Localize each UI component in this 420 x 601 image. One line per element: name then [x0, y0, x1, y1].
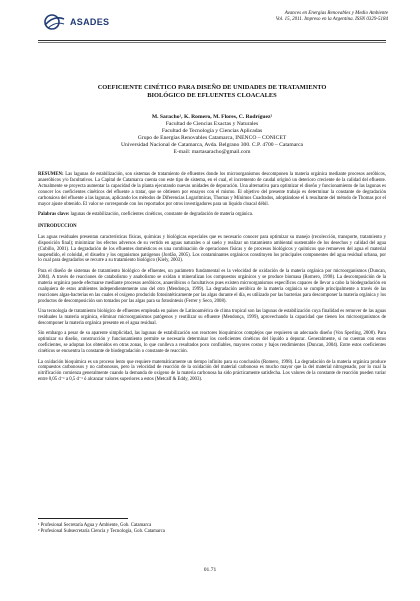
- paragraph-5: La oxidación bioquímica es un proceso lento que requiere matemáticamente un tiempo infinito para su conclusión (Romero, 1998). La degradación de la materia orgánica produce compuestos carbonosos y no carbonosos, pero la velocidad de reacción de la oxidación del material carbonoso es mucho mayor que la del material nitrogenado, por lo cual la nitrificación comienza generalmente cuando la demanda de oxígeno de la materia carbonosa ha sido prácticamente satisfecha. Los valores de la constante de reacción pueden variar entre 0,05 d⁻¹ a 0,5 d⁻¹ ó alcanzar valores superiores a estos (Metcalf & Eddy, 2003).: [38, 359, 386, 383]
- asades-logo: [38, 8, 108, 36]
- header-rule-thin: [38, 42, 386, 43]
- footnote-1: ¹ Profesional Secretaría Agua y Ambiente, Gob. Catamarca: [38, 523, 152, 528]
- journal-line-2: Vol. 15, 2011. Impreso en la Argentina. ISSN 0329-5184: [275, 17, 388, 22]
- journal-line-1: Avances en Energías Renovables y Medio Ambiente: [284, 11, 388, 16]
- paragraph-2: Para el diseño de sistemas de tratamiento biológico de efluentes, un parámetro fundamental es la velocidad de oxidación de la materia orgánica por microorganismos (Duncan, 2004). A través de reacciones de catabolismo y anabolismo se oxidan o mineralizan los compuestos orgánicos y se produce biomasa (Romero, 1998). La descomposición de la materia orgánica puede efectuarse mediante procesos aeróbicos, anaeróbicos o facultativos pues existen microorganismos específicos capaces de llevar a cabo la biodegradación en cualquiera de estos ambientes independientemente uno del otro (Mendonça, 1999). La degradación aeróbica de la materia orgánica se cumple principalmente a través de las reacciones algas-bacterias en las cuales el oxígeno producido fotosintéticamente por las algas durante el día, es utilizado por las bacterias para descomponer la materia orgánica y los productos de descomposición son tomados por las algas para su fotosíntesis (Ferrer y Seco, 2008).: [38, 268, 386, 304]
- abstract-text: Las lagunas de estabilización, son sistemas de tratamiento de efluentes donde los microorganismos descomponen la materia orgánica mediante procesos aeróbicos, anaeróbicos y/o facultativos. La Capital de Catamarca cuenta con este tipo de sistema, en el cual, el incremento de caudal originó un deterioro creciente de la calidad del efluente. Actualmente se proyecta aumentar la capacidad de la planta ejecutando nuevas unidades de depuración. Una alternativa para optimizar el diseño y funcionamiento de las lagunas es conocer los coeficientes cinéticos del efluente a tratar, que se obtienen por ensayos con el mismo. El objetivo del presente trabajo es determinar la constante de degradación carbonácea del efluente a las lagunas, aplicando los métodos de Diferencias Logarítmicas, Thomas y Mínimos Cuadrados, adoptándose el k resultante del método de Thomas por el mayor ajuste obtenido. El valor se corresponde con los reportados por otros investigadores para un líquido cloacal débil.: [38, 172, 386, 207]
- logo-text: ASADES: [70, 17, 110, 27]
- paper-body: [38, 172, 386, 388]
- paragraph-3: Una tecnología de tratamiento biológico de efluentes empleada en países de Latinoamérica de clima tropical son las lagunas de estabilización cuya finalidad es remover de las aguas residuales la materia orgánica, eliminar microorganismos patógenos y reutilizar su efluente (Mendonça, 1999), aprovechando la capacidad que tienen los microorganismos de descomponer la materia orgánica presente en el agua residual.: [38, 309, 386, 326]
- header-rule: [38, 40, 386, 41]
- affiliation-2: Facultad de Tecnología y Ciencias Aplicadas: [161, 128, 263, 134]
- page-number: 01.71: [203, 567, 217, 573]
- title-line-1: COEFICIENTE CINÉTICO PARA DISEÑO DE UNIDADES DE TRATAMIENTO: [97, 84, 327, 91]
- footnotes: [38, 523, 338, 536]
- affiliation-4: Universidad Nacional de Catamarca, Avda. Belgrano 300. C.P. 4700 – Catamarca: [120, 142, 304, 148]
- affiliation-3: Grupo de Energías Renovables Catamarca, INENCO – CONICET: [137, 135, 287, 141]
- paragraph-4: Sin embargo a pesar de su aparente simplicidad, las lagunas de estabilización son reactores bioquímicos complejos que requieren un adecuado diseño (Von Sperling, 2008). Para optimizar su diseño, construcción y funcionamiento permite se necesario determinar los coeficientes cinéticos del líquido a depurar. Generalmente, si no cuentan con estos coeficientes, se adoptan los obtenidos en otras zonas, lo que conlleva a resultados poco confiables, mayores costos y bajos rendimientos (Duncan, 2004). Entre estos coeficientes cinéticos se encuentra la constante de biodegradación o constante de reacción.: [38, 331, 386, 355]
- keywords-label: Palabras clave:: [38, 212, 70, 218]
- paragraph-1: Las aguas residuales presentan características físicas, químicas y biológicas especiales que es necesario conocer para optimizar su manejo (recolección, transporte, tratamiento y disposición final); minimizar los efectos adversos de su vertido en aguas naturales o al suelo y realizar un tratamiento ambiental sustentable de los desechos y calidad del agua (Cubillo, 2001). La degradación de los efluentes domésticos es una combinación de operaciones físicas y de procesos biológicos y químicos que remueven del agua el material suspendido, el coloidal, el disuelto y los organismos patógenos (Jordão, 2005). Los contaminantes orgánicos constituyen los principales componentes del agua residual urbana, por lo cual para degradarlos se recurre a su tratamiento biológico (Kiely, 2003).: [38, 234, 386, 264]
- asades-logo-icon: [42, 13, 66, 31]
- affiliation-1: Facultad de Ciencias Exactas y Naturales: [165, 121, 259, 127]
- keywords: [38, 212, 386, 218]
- journal-reference: [138, 11, 388, 23]
- footnote-2: ² Profesional Subsecretaría Ciencia y Tecnología, Gob. Catamarca: [38, 529, 165, 535]
- footnote-rule: [38, 518, 128, 519]
- keywords-text: lagunas de estabilización, coeficientes cinéticos, constante de degradación de materia orgánica.: [69, 212, 254, 218]
- author-email: E-mail: martasaracho@gmail.com: [173, 149, 251, 155]
- paper-title: [60, 84, 364, 100]
- author-names: M. Saracho¹, K. Romero, M. Flores, C. Rodríguez²: [151, 114, 273, 120]
- page-header: [38, 8, 388, 38]
- abstract-label: RESUMEN:: [38, 172, 64, 177]
- title-line-2: BIOLÓGICO DE EFLUENTES CLOACALES: [147, 92, 277, 99]
- abstract: [38, 172, 386, 207]
- author-block: [60, 114, 364, 156]
- section-heading-introduccion: INTRODUCCION: [38, 223, 77, 229]
